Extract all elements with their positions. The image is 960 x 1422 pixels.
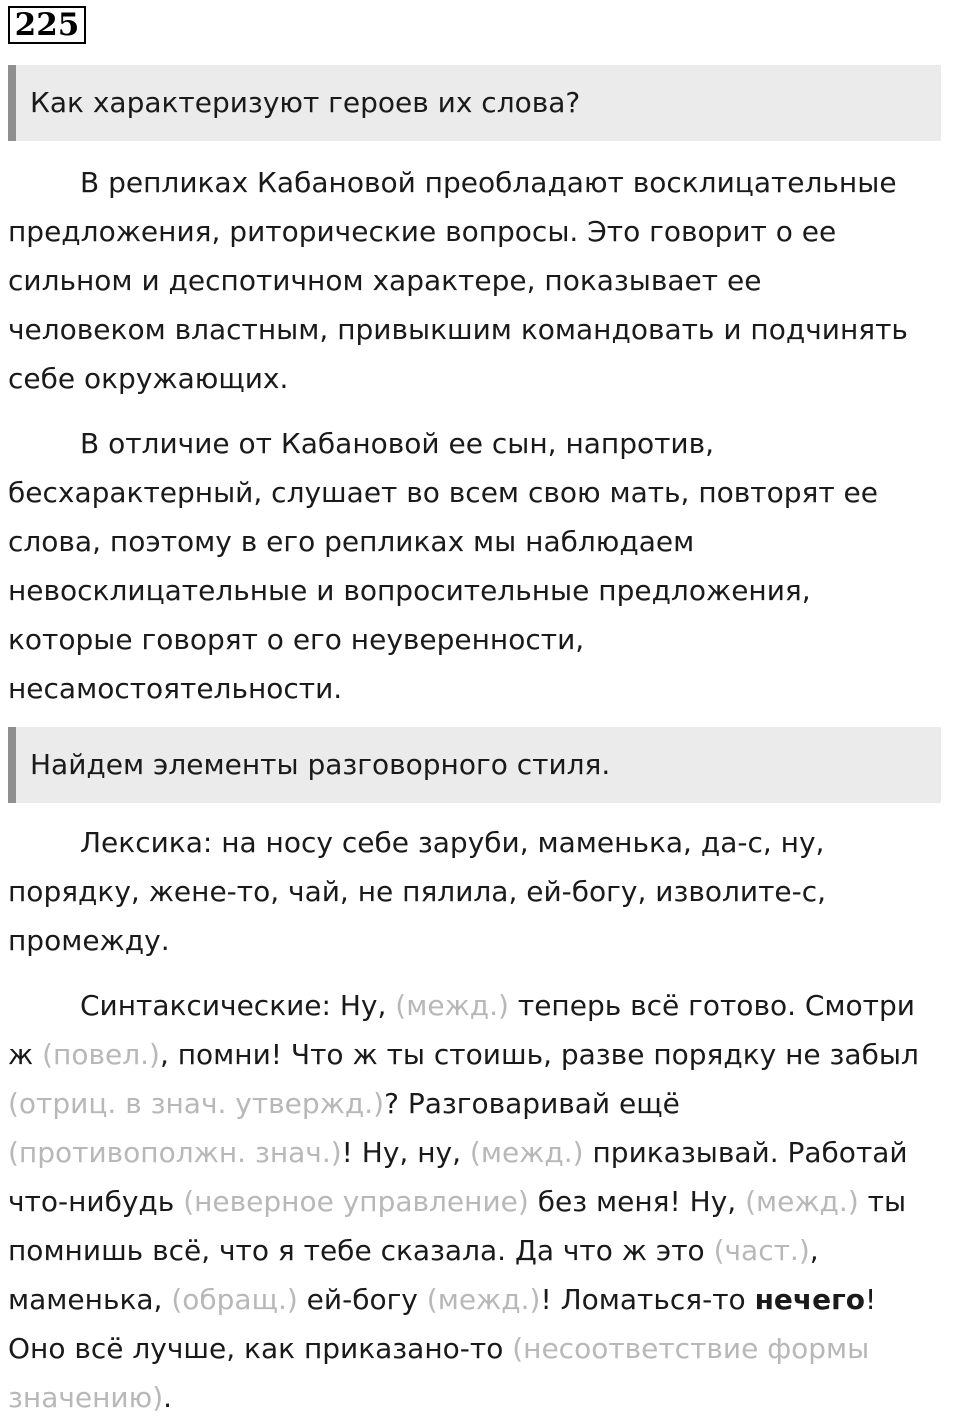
text-line xyxy=(8,1373,956,1422)
text-line: В отличие от Кабановой ее сын, напротив, xyxy=(80,427,715,460)
text-line xyxy=(8,1128,956,1177)
text-line: промежду. xyxy=(8,924,170,957)
text-line: невосклицательные и вопросительные предложения, xyxy=(8,574,811,607)
text-fragment: ! xyxy=(864,1283,877,1316)
grammar-note: (повел.) xyxy=(42,1038,160,1071)
grammar-note: (неверное управление) xyxy=(183,1185,529,1218)
answer-paragraph-syntax xyxy=(8,981,956,1422)
question-heading-characters: Как характеризуют героев их слова? xyxy=(8,65,941,141)
grammar-note: (несоответствие формы xyxy=(512,1332,870,1365)
text-line xyxy=(8,981,956,1030)
text-line: предложения, риторические вопросы. Это говорит о ее xyxy=(8,215,837,248)
answer-paragraph-kabanova xyxy=(8,158,956,403)
text-line xyxy=(8,1324,956,1373)
text-fragment: ей-богу xyxy=(297,1283,427,1316)
grammar-note: (межд.) xyxy=(745,1185,859,1218)
answer-paragraph-lexicon xyxy=(8,818,956,965)
grammar-note: (част.) xyxy=(713,1234,810,1267)
text-line xyxy=(8,1030,956,1079)
text-fragment: ! Ломаться-то xyxy=(540,1283,755,1316)
text-fragment: Синтаксические: Ну, xyxy=(80,989,396,1022)
text-fragment: помнишь всё, что я тебе сказала. Да что ж это xyxy=(8,1234,714,1267)
grammar-note: (отриц. в знач. утвержд.) xyxy=(8,1087,385,1120)
text-line: человеком властным, привыкшим командовать и подчинять xyxy=(8,313,908,346)
text-fragment: без меня! Ну, xyxy=(528,1185,746,1218)
text-fragment: приказывай. Работай xyxy=(583,1136,908,1169)
text-line: Лексика: на носу себе заруби, маменька, да-с, ну, xyxy=(80,826,825,859)
text-line: сильном и деспотичном характере, показывает ее xyxy=(8,264,762,297)
answer-paragraph-son xyxy=(8,419,956,713)
text-line: В репликах Кабановой преобладают восклицательные xyxy=(80,166,897,199)
text-fragment: , xyxy=(809,1234,819,1267)
text-line: несамостоятельности. xyxy=(8,672,343,705)
grammar-note: (межд.) xyxy=(395,989,509,1022)
text-fragment: маменька, xyxy=(8,1283,172,1316)
text-line: себе окружающих. xyxy=(8,362,289,395)
text-line: порядку, жене-то, чай, не пялила, ей-богу, изволите-с, xyxy=(8,875,827,908)
question-heading-colloquial-style: Найдем элементы разговорного стиля. xyxy=(8,727,941,803)
text-fragment: ж xyxy=(8,1038,43,1071)
text-fragment: что-нибудь xyxy=(8,1185,184,1218)
text-fragment: Оно всё лучше, как приказано-то xyxy=(8,1332,513,1365)
text-fragment: теперь всё готово. Смотри xyxy=(508,989,915,1022)
grammar-note: (обращ.) xyxy=(171,1283,298,1316)
text-line xyxy=(8,1177,956,1226)
text-line: бесхарактерный, слушает во всем свою мать, повторят ее xyxy=(8,476,878,509)
text-line: слова, поэтому в его репликах мы наблюдаем xyxy=(8,525,695,558)
text-line xyxy=(8,1079,956,1128)
text-fragment: ты xyxy=(858,1185,907,1218)
text-fragment: . xyxy=(163,1381,173,1414)
grammar-note: (межд.) xyxy=(426,1283,541,1316)
grammar-note: значению) xyxy=(8,1381,164,1414)
text-line xyxy=(8,1275,956,1324)
bold-word: нечего xyxy=(754,1283,865,1316)
text-fragment: ! Ну, ну, xyxy=(341,1136,470,1169)
text-line: которые говорят о его неуверенности, xyxy=(8,623,585,656)
text-fragment: , помни! Что ж ты стоишь, разве порядку не забыл xyxy=(159,1038,919,1071)
text-fragment: ? Разговаривай ещё xyxy=(384,1087,680,1120)
grammar-note: (межд.) xyxy=(469,1136,584,1169)
text-line xyxy=(8,1226,956,1275)
task-number-badge: 225 xyxy=(8,6,86,44)
grammar-note: (противополжн. знач.) xyxy=(8,1136,342,1169)
